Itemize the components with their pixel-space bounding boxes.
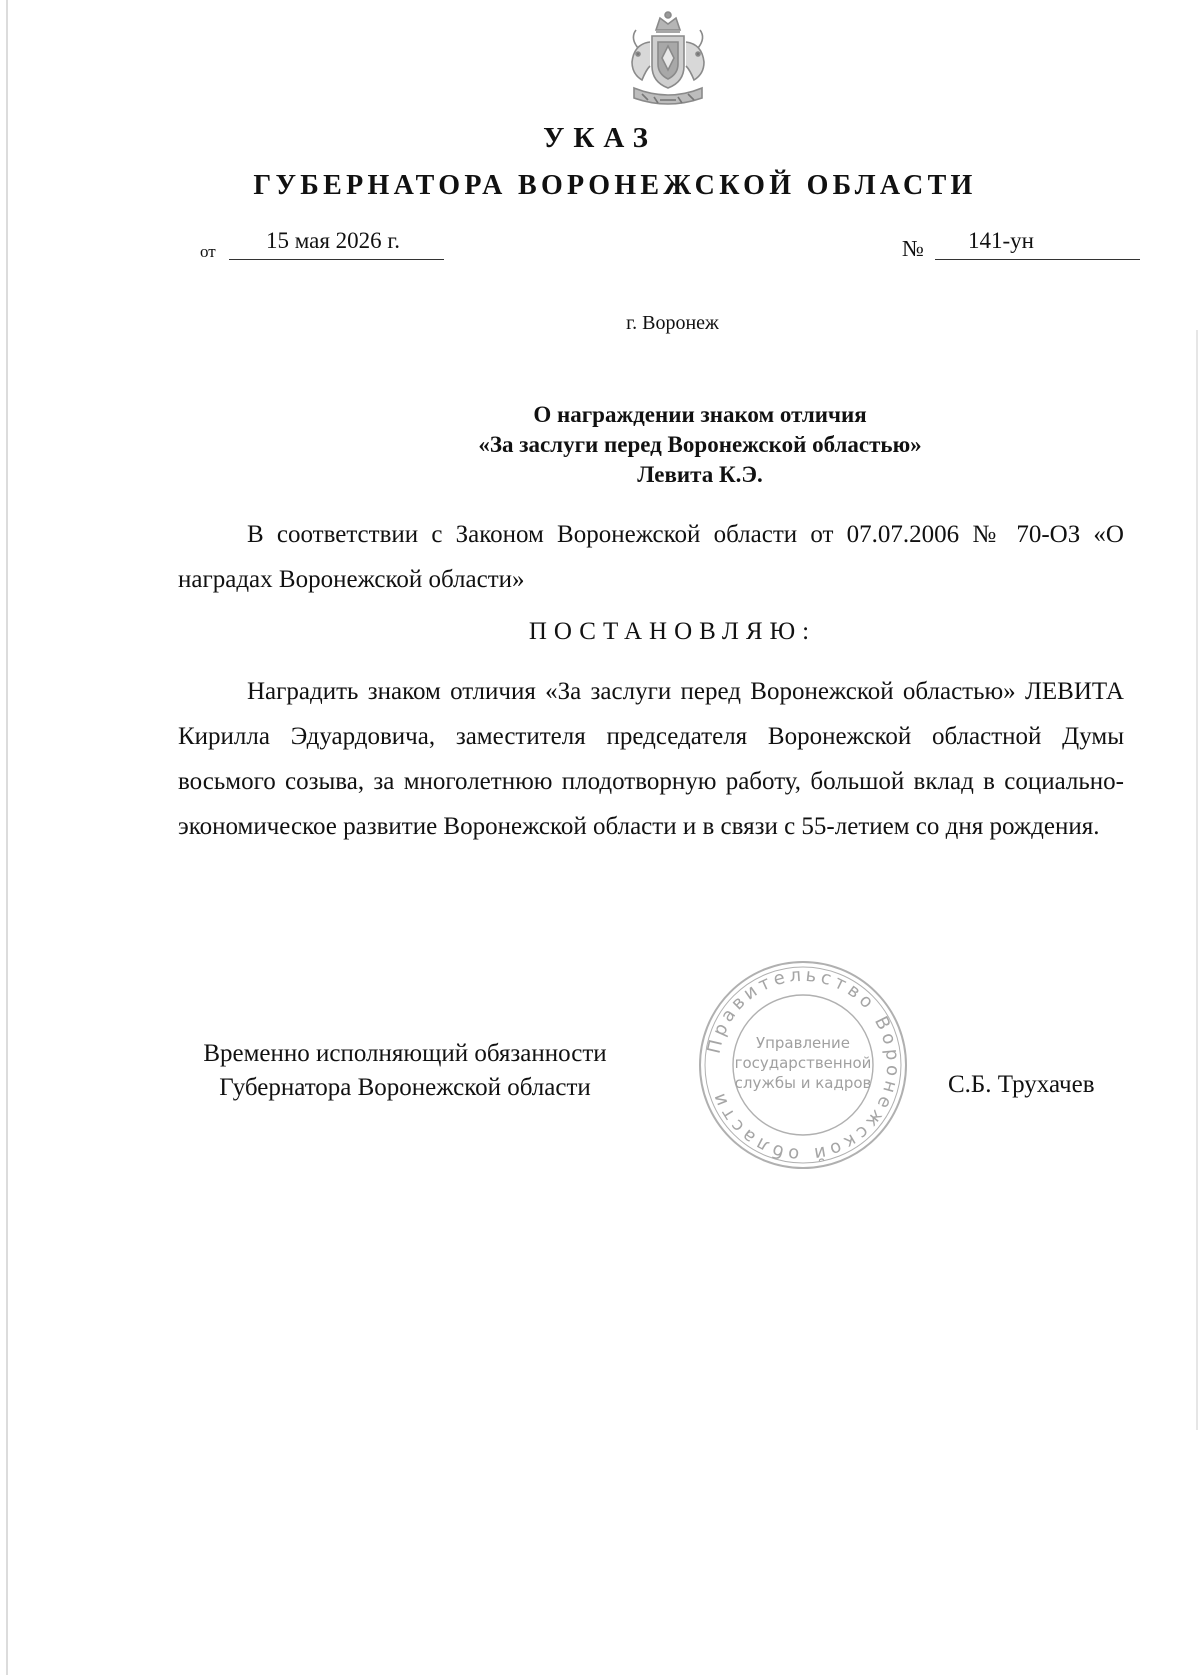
signatory-name: С.Б. Трухачев xyxy=(948,1071,1095,1098)
basis-paragraph: В соответствии с Законом Воронежской области от 07.07.2006 № 70-ОЗ «О наградах Воронежской области» xyxy=(178,521,1124,593)
subject-line: «За заслуги перед Воронежской областью» xyxy=(478,432,922,457)
signatory-title-line: Временно исполняющий обязанности xyxy=(203,1040,607,1067)
official-seal xyxy=(693,955,913,1175)
document-title: УКАЗ xyxy=(543,122,657,154)
document-date xyxy=(200,222,450,264)
document-subtitle: ГУБЕРНАТОРА ВОРОНЕЖСКОЙ ОБЛАСТИ xyxy=(253,170,977,201)
seal-inner-line: государственной xyxy=(734,1054,872,1072)
signatory-title xyxy=(170,1037,640,1105)
subject-line: Левита К.Э. xyxy=(637,462,763,487)
seal-inner-line: службы и кадров xyxy=(734,1074,872,1092)
date-underline xyxy=(229,259,444,260)
body-paragraph: Наградить знаком отличия «За заслуги перед Воронежской областью» ЛЕВИТА Кирилла Эдуардовича, заместителя председателя Воронежской областной Думы восьмого созыва, за многолетнюю плодотворную работу, большой вклад в социально-экономическое развитие Воронежской области и в связи с 55-летием со дня рождения. xyxy=(178,678,1124,840)
subject-line: О награждении знаком отличия xyxy=(533,402,867,427)
date-value: 15 мая 2026 г. xyxy=(266,228,401,253)
scan-edge-left xyxy=(6,0,8,1675)
date-prefix: от xyxy=(200,242,216,261)
resolve-heading: ПОСТАНОВЛЯЮ: xyxy=(528,618,817,645)
seal-inner-line: Управление xyxy=(755,1034,851,1052)
document-city: г. Воронеж xyxy=(626,312,719,334)
scan-edge-right xyxy=(1196,330,1198,1430)
signatory-title-line: Губернатора Воронежской области xyxy=(219,1074,591,1101)
document-number xyxy=(902,222,1142,264)
document-subject xyxy=(300,400,1100,490)
coat-of-arms-icon xyxy=(620,8,716,112)
number-underline xyxy=(935,259,1140,260)
number-prefix: № xyxy=(902,236,924,261)
seal-outer-text: Правительство Воронежской области xyxy=(703,964,904,1166)
number-value: 141-ун xyxy=(968,228,1034,253)
